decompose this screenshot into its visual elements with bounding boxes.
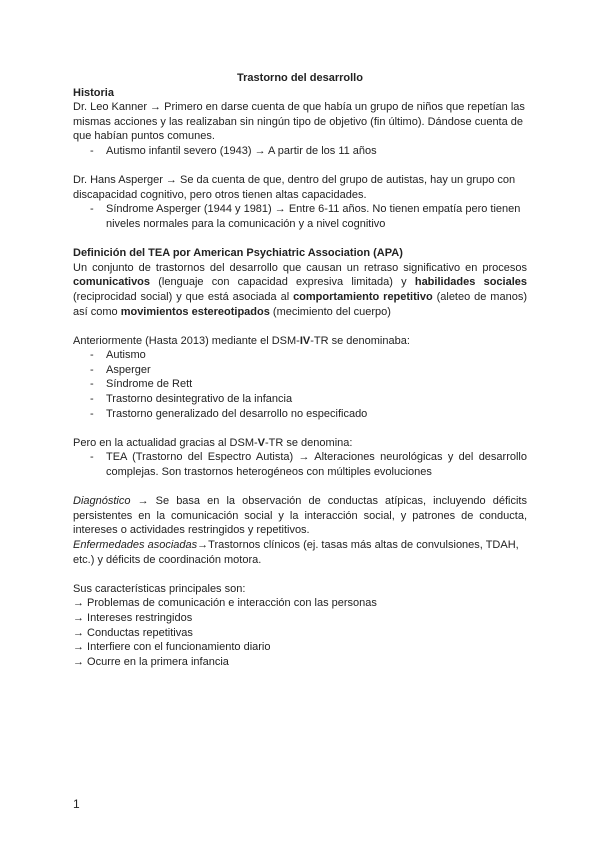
definicion-heading: Definición del TEA por American Psychiatric Association (APA): [73, 247, 403, 260]
list-item: - Trastorno desintegrativo de la infancia: [73, 392, 527, 407]
caracteristicas-intro: Sus características principales son:: [73, 582, 246, 595]
list-item: - Síndrome Asperger (1944 y 1981) → Entre 6-11 años. No tienen empatía pero tienen niveles normales para la comunicación y a nivel cognitivo: [73, 202, 527, 231]
list-item: - TEA (Trastorno del Espectro Autista) → Alteraciones neurológicas y del desarrollo complejas. Son trastornos heterogéneos con múltiples evoluciones: [73, 450, 527, 479]
page-number: 1: [73, 797, 80, 811]
dsm5-list: [73, 450, 527, 479]
asperger-paragraph: Dr. Hans Asperger → Se da cuenta de que, dentro del grupo de autistas, hay un grupo con discapacidad cognitivo, pero otros tienen altas capacidades.: [73, 174, 516, 201]
definicion-paragraph: Un conjunto de trastornos del desarrollo que causan un retraso significativo en procesos comunicativos (lenguaje con capacidad expresiva limitada) y habilidades sociales (reciprocidad social) y que está asociada al comportamiento repetitivo (aleteo de manos) así como movimientos estereotipados (mecimiento del cuerpo): [73, 261, 527, 318]
diagnostico-paragraph: Diagnóstico → Se basa en la observación de conductas atípicas, incluyendo déficits persistentes en la comunicación social y la interacción social, y patrones de conducta, intereses o actividades restringidos y repetitivos.: [73, 495, 527, 537]
list-item: → Interfiere con el funcionamiento diario: [73, 641, 271, 654]
list-item: - Autismo infantil severo (1943) → A partir de los 11 años: [73, 144, 527, 159]
list-item: - Asperger: [73, 363, 527, 378]
dsm4-intro: Anteriormente (Hasta 2013) mediante el DSM-IV-TR se denominaba:: [73, 334, 410, 347]
list-item: → Ocurre en la primera infancia: [73, 655, 229, 668]
caracteristicas-list: [73, 596, 527, 669]
dsm4-list: [73, 348, 527, 421]
enfermedades-paragraph: Enfermedades asociadas→Trastornos clínicos (ej. tasas más altas de convulsiones, TDAH, etc.) y déficits de coordinación motora.: [73, 539, 519, 566]
historia-heading: Historia: [73, 86, 114, 99]
list-item: - Autismo: [73, 348, 527, 363]
list-item: → Problemas de comunicación e interacción con las personas: [73, 597, 377, 610]
document-title: Trastorno del desarrollo: [237, 72, 363, 84]
list-item: - Trastorno generalizado del desarrollo no especificado: [73, 407, 527, 422]
asperger-list: [73, 202, 527, 231]
kanner-list: [73, 144, 527, 159]
list-item: - Síndrome de Rett: [73, 377, 527, 392]
document-body: [73, 71, 527, 669]
kanner-paragraph: Dr. Leo Kanner → Primero en darse cuenta de que había un grupo de niños que repetían las mismas acciones y las realizaban sin ningún tipo de objetivo (fin último). Dándose cuenta de que habían puntos comunes.: [73, 101, 525, 143]
list-item: → Conductas repetitivas: [73, 626, 193, 639]
dsm5-intro: Pero en la actualidad gracias al DSM-V-TR se denomina:: [73, 436, 353, 449]
list-item: → Intereses restringidos: [73, 611, 193, 624]
